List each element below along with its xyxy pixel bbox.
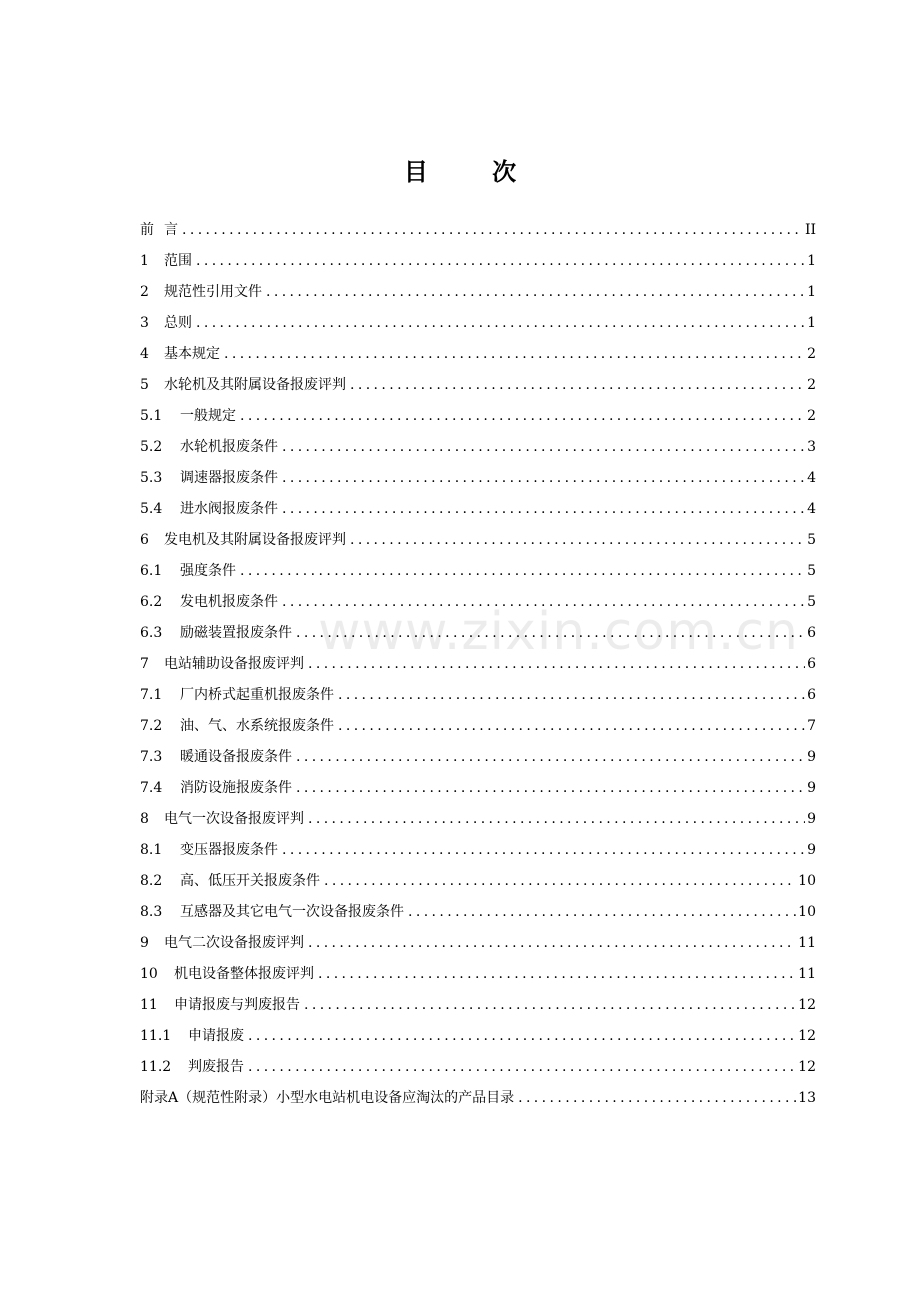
toc-dot-leader [350,525,805,556]
toc-dot-leader [282,432,805,463]
toc-entry-number: 8.3 [140,904,163,920]
toc-entry-number: 5 [140,377,149,393]
toc-dot-leader [282,587,805,618]
toc-entry-page: 1 [807,284,816,300]
toc-entry[interactable] [140,215,816,246]
toc-entry-title: 水轮机报废条件 [180,439,278,455]
toc-entry-number: 7.2 [140,718,163,734]
toc-entry-number: 11 [140,997,158,1013]
toc-entry-title: 进水阀报废条件 [180,501,278,517]
toc-entry-number: 6.1 [140,563,163,579]
toc-entry-number: 8.1 [140,842,163,858]
toc-entry[interactable] [140,401,816,432]
toc-entry-title: 励磁装置报废条件 [180,625,292,641]
toc-entry-page: 7 [807,718,816,734]
toc-dot-leader [308,928,796,959]
toc-entry-title: 互感器及其它电气一次设备报废条件 [180,904,404,920]
toc-entry-number: 5.1 [140,408,163,424]
toc-entry[interactable] [140,742,816,773]
toc-entry-page: 10 [798,904,816,920]
toc-dot-leader [240,556,805,587]
toc-entry-title: 电气二次设备报废评判 [164,935,304,951]
toc-entry-page: 2 [807,408,816,424]
toc-entry[interactable] [140,804,816,835]
toc-entry-page: 11 [798,966,816,982]
toc-entry-page: 12 [798,1028,816,1044]
toc-entry[interactable] [140,308,816,339]
toc-entry-number: 1 [140,253,149,269]
toc-entry-title: 范围 [164,253,192,269]
toc-dot-leader [248,1052,796,1083]
toc-dot-leader [296,773,805,804]
toc-entry-title: 申请报废与判废报告 [174,997,300,1013]
toc-dot-leader [224,339,805,370]
toc-entry-number: 6 [140,532,149,548]
toc-entry[interactable] [140,1021,816,1052]
toc-entry-number: 5.3 [140,470,163,486]
toc-entry-number: 前 [140,222,154,238]
toc-entry-page: 6 [807,687,816,703]
toc-entry-page: II [804,222,816,238]
toc-entry-number: 7.1 [140,687,163,703]
toc-entry-number: 3 [140,315,149,331]
toc-entry-page: 1 [807,253,816,269]
toc-entry-number: 8 [140,811,149,827]
toc-entry[interactable] [140,897,816,928]
toc-entry-number: 7.3 [140,749,163,765]
toc-entry-number: 7 [140,656,149,672]
watermark: www.zixin.com.cn [318,602,799,662]
toc-entry[interactable] [140,494,816,525]
toc-entry-page: 9 [807,842,816,858]
toc-entry-title: 一般规定 [180,408,236,424]
toc-entry-title: 消防设施报废条件 [180,780,292,796]
toc-entry-title: 电气一次设备报废评判 [164,811,304,827]
toc-entry[interactable] [140,773,816,804]
toc-dot-leader [408,897,796,928]
toc-dot-leader [318,959,796,990]
toc-entry-number: 11.1 [140,1028,172,1044]
toc-entry[interactable] [140,835,816,866]
toc-entry-title: 基本规定 [164,346,220,362]
toc-entry-page: 2 [807,346,816,362]
page-title: 目 次 [403,158,545,186]
toc-dot-leader [308,649,805,680]
toc-entry-title: 附录A（规范性附录）小型水电站机电设备应淘汰的产品目录 [140,1090,515,1106]
toc-entry[interactable] [140,339,816,370]
toc-entry-title: 规范性引用文件 [164,284,262,300]
toc-entry-number: 6.3 [140,625,163,641]
toc-entry-number: 4 [140,346,149,362]
toc-entry-page: 12 [798,1059,816,1075]
toc-entry-page: 9 [807,749,816,765]
toc-entry[interactable] [140,1083,816,1114]
toc-entry[interactable] [140,277,816,308]
toc-entry-page: 13 [798,1090,816,1106]
toc-entry-page: 6 [807,656,816,672]
toc-entry[interactable] [140,463,816,494]
toc-entry-number: 10 [140,966,158,982]
toc-entry-title: 申请报废 [188,1028,244,1044]
toc-entry-title: 高、低压开关报废条件 [180,873,320,889]
toc-dot-leader [338,711,805,742]
toc-entry-number: 11.2 [140,1059,172,1075]
toc-dot-leader [350,370,805,401]
toc-entry-title: 言 [164,222,178,238]
toc-dot-leader [296,618,805,649]
toc-entry-page: 4 [807,501,816,517]
toc-dot-leader [324,866,796,897]
toc-entry-page: 5 [807,532,816,548]
toc-dot-leader [304,990,796,1021]
toc-entry-page: 9 [807,780,816,796]
toc-entry[interactable] [140,959,816,990]
toc-entry-number: 5.2 [140,439,163,455]
toc-entry-title: 发电机报废条件 [180,594,278,610]
toc-entry-number: 2 [140,284,149,300]
toc-dot-leader [282,463,805,494]
toc-entry-title: 发电机及其附属设备报废评判 [164,532,346,548]
toc-entry[interactable] [140,866,816,897]
toc-entry-number: 7.4 [140,780,163,796]
toc-dot-leader [518,1083,796,1114]
toc-dot-leader [308,804,805,835]
toc-entry-page: 1 [807,315,816,331]
toc-entry[interactable] [140,1052,816,1083]
toc-entry-page: 12 [798,997,816,1013]
toc-entry-page: 4 [807,470,816,486]
toc-entry[interactable] [140,928,816,959]
toc-dot-leader [240,401,805,432]
toc-entry[interactable] [140,370,816,401]
toc-entry[interactable] [140,587,816,618]
toc-entry[interactable] [140,618,816,649]
table-of-contents [140,215,816,1114]
toc-dot-leader [182,215,803,246]
toc-entry-number: 9 [140,935,149,951]
toc-entry-title: 总则 [164,315,192,331]
toc-dot-leader [196,246,805,277]
toc-entry-title: 判废报告 [188,1059,244,1075]
toc-entry-title: 机电设备整体报废评判 [174,966,314,982]
toc-entry[interactable] [140,711,816,742]
toc-dot-leader [282,494,805,525]
toc-entry-title: 水轮机及其附属设备报废评判 [164,377,346,393]
toc-entry-title: 油、气、水系统报废条件 [180,718,334,734]
toc-entry-number: 6.2 [140,594,163,610]
toc-entry[interactable] [140,556,816,587]
toc-entry-title: 暖通设备报废条件 [180,749,292,765]
toc-entry[interactable] [140,246,816,277]
toc-entry-page: 11 [798,935,816,951]
toc-entry[interactable] [140,680,816,711]
toc-entry-title: 强度条件 [180,563,236,579]
toc-entry[interactable] [140,525,816,556]
toc-dot-leader [282,835,805,866]
toc-entry[interactable] [140,649,816,680]
toc-entry-page: 5 [807,594,816,610]
toc-entry-page: 3 [807,439,816,455]
toc-entry[interactable] [140,432,816,463]
toc-entry-page: 6 [807,625,816,641]
toc-entry-page: 9 [807,811,816,827]
toc-entry[interactable] [140,990,816,1021]
toc-entry-title: 厂内桥式起重机报废条件 [180,687,334,703]
toc-entry-title: 变压器报废条件 [180,842,278,858]
toc-entry-title: 电站辅助设备报废评判 [164,656,304,672]
toc-dot-leader [296,742,805,773]
toc-entry-page: 10 [798,873,816,889]
toc-dot-leader [248,1021,796,1052]
toc-dot-leader [338,680,805,711]
toc-entry-page: 2 [807,377,816,393]
toc-entry-page: 5 [807,563,816,579]
toc-entry-title: 调速器报废条件 [180,470,278,486]
toc-dot-leader [266,277,805,308]
toc-entry-number: 5.4 [140,501,163,517]
toc-dot-leader [196,308,805,339]
toc-entry-number: 8.2 [140,873,163,889]
